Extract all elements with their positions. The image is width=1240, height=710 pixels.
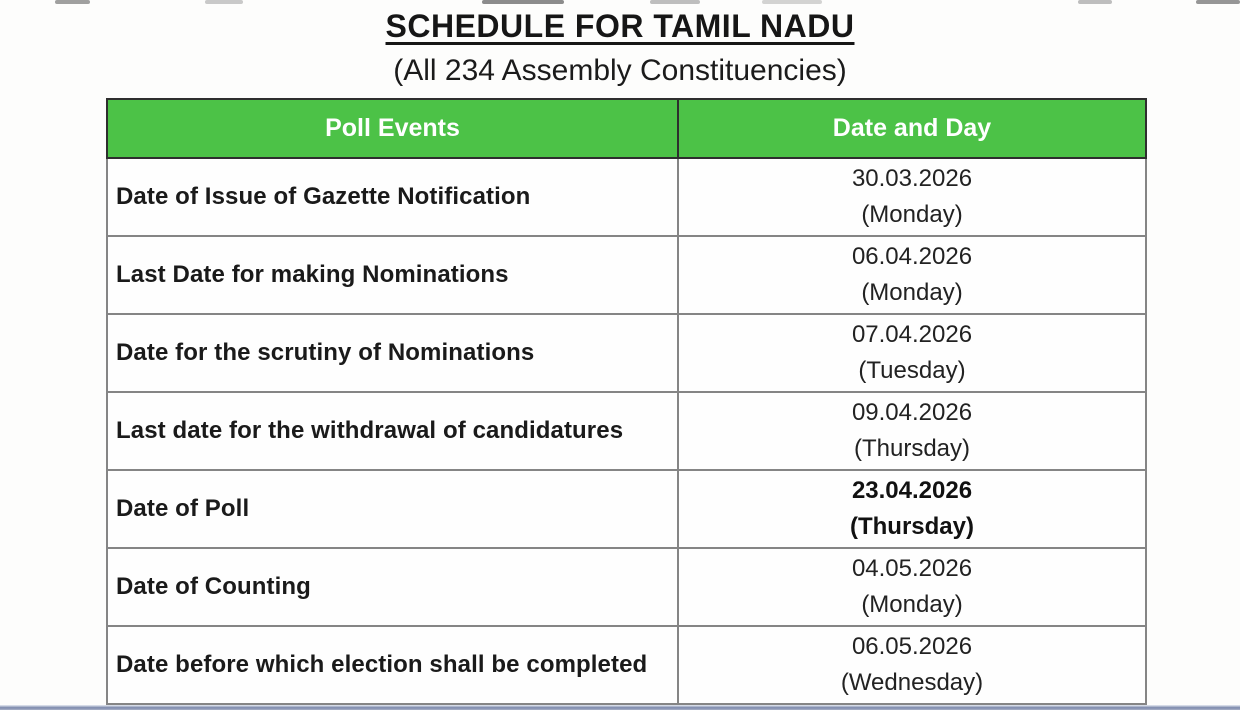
page-title: SCHEDULE FOR TAMIL NADU	[385, 8, 855, 44]
day-value: (Tuesday)	[858, 357, 966, 384]
table-row	[107, 236, 1146, 314]
column-header-date-and-day: Date and Day	[678, 99, 1146, 158]
event-cell: Date before which election shall be completed	[107, 626, 678, 704]
schedule-table	[106, 98, 1147, 705]
table-row	[107, 626, 1146, 704]
day-value: (Monday)	[861, 591, 963, 618]
event-cell: Date for the scrutiny of Nominations	[107, 314, 678, 392]
day-value: (Monday)	[861, 279, 963, 306]
date-value: 09.04.2026	[851, 399, 973, 426]
event-cell: Date of Poll	[107, 470, 678, 548]
column-header-poll-events: Poll Events	[107, 99, 678, 158]
date-cell	[678, 314, 1146, 392]
table-row	[107, 548, 1146, 626]
day-value: (Wednesday)	[840, 669, 984, 696]
date-cell	[678, 470, 1146, 548]
top-edge-artifact	[55, 0, 90, 4]
event-cell: Last Date for making Nominations	[107, 236, 678, 314]
date-cell	[678, 158, 1146, 236]
date-cell	[678, 626, 1146, 704]
top-edge-artifact	[762, 0, 822, 4]
date-value: 30.03.2026	[851, 165, 973, 192]
date-value: 06.05.2026	[851, 633, 973, 660]
date-value: 06.04.2026	[851, 243, 973, 270]
date-cell	[678, 236, 1146, 314]
date-value: 07.04.2026	[851, 321, 973, 348]
page-subtitle: (All 234 Assembly Constituencies)	[393, 53, 847, 87]
date-value: 04.05.2026	[851, 555, 973, 582]
day-value: (Thursday)	[853, 435, 971, 462]
top-edge-artifact	[482, 0, 564, 4]
top-edge-artifact	[1196, 0, 1240, 4]
date-cell	[678, 392, 1146, 470]
table-row	[107, 158, 1146, 236]
event-cell: Date of Counting	[107, 548, 678, 626]
event-cell: Date of Issue of Gazette Notification	[107, 158, 678, 236]
top-edge-artifact	[650, 0, 700, 4]
day-value: (Thursday)	[849, 513, 974, 540]
table-header-row	[107, 99, 1146, 158]
date-cell	[678, 548, 1146, 626]
event-cell: Last date for the withdrawal of candidatures	[107, 392, 678, 470]
date-value: 23.04.2026	[851, 477, 973, 504]
top-edge-artifact	[1078, 0, 1112, 4]
table-row	[107, 470, 1146, 548]
header-block	[0, 8, 1240, 88]
table-row	[107, 392, 1146, 470]
bottom-divider-bar	[0, 705, 1240, 710]
top-edge-artifact	[205, 0, 243, 4]
table-row	[107, 314, 1146, 392]
day-value: (Monday)	[861, 201, 963, 228]
